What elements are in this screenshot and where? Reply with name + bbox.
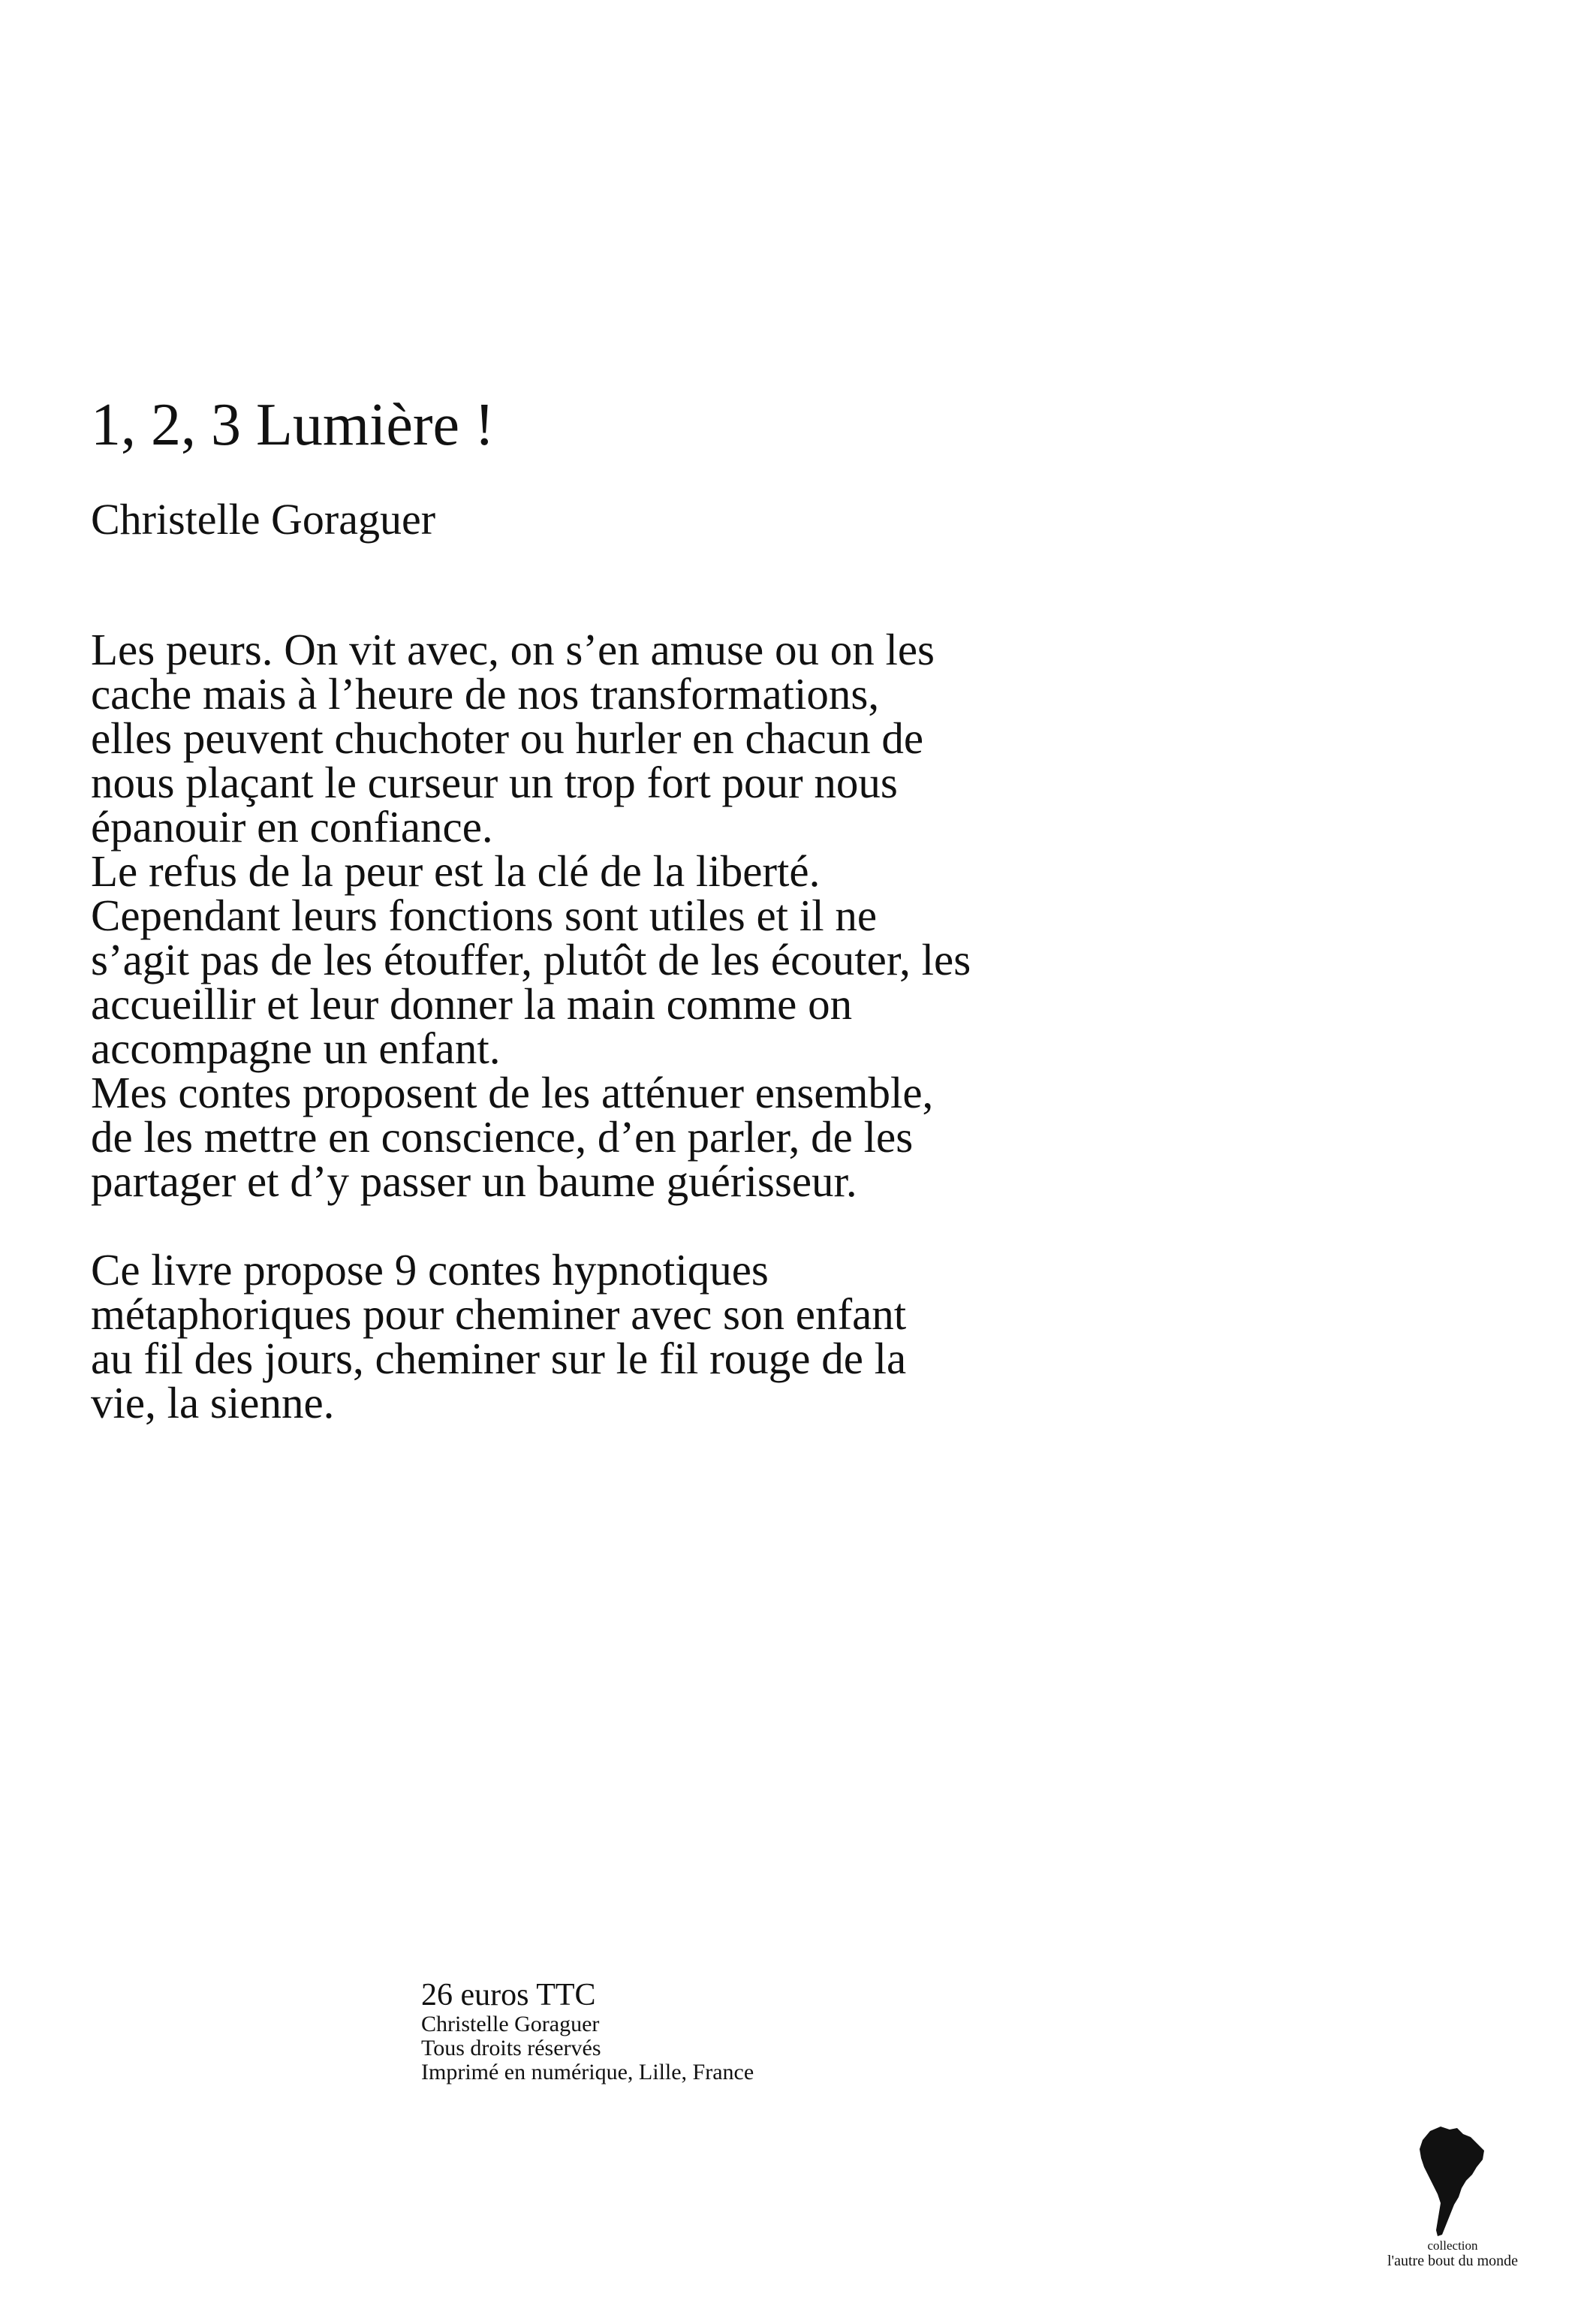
colophon (421, 1978, 754, 2084)
blurb-line: accueillir et leur donner la main comme on (91, 979, 853, 1029)
book-title: 1, 2, 3 Lumière ! (91, 392, 495, 458)
blurb-line: au fil des jours, cheminer sur le fil rouge de la (91, 1334, 907, 1383)
colophon-author: Christelle Goraguer (421, 2012, 600, 2036)
blurb-line: métaphoriques pour cheminer avec son enfant (91, 1289, 907, 1339)
blurb-line: s’agit pas de les étouffer, plutôt de les écouter, les (91, 935, 971, 984)
price: 26 euros TTC (421, 1978, 596, 2012)
blurb-line: vie, la sienne. (91, 1378, 335, 1427)
blurb-line: Le refus de la peur est la clé de la liberté. (91, 846, 821, 896)
blurb-line: Cependant leurs fonctions sont utiles et il ne (91, 891, 878, 940)
south-america-map-icon (1415, 2125, 1490, 2238)
blurb-line: accompagne un enfant. (91, 1023, 501, 1073)
blurb-paragraph (91, 625, 1292, 1206)
blurb-line: Les peurs. On vit avec, on s’en amuse ou on les (91, 625, 935, 674)
book-author: Christelle Goraguer (91, 495, 436, 544)
back-cover-blurb (91, 625, 1292, 1470)
blurb-line: de les mettre en conscience, d’en parler, de les (91, 1112, 914, 1162)
blurb-line: épanouir en confiance. (91, 802, 493, 852)
collection-label: collection (1427, 2238, 1478, 2253)
blurb-line: elles peuvent chuchoter ou hurler en chacun de (91, 713, 924, 763)
rights-notice: Tous droits réservés (421, 2036, 601, 2060)
blurb-line: partager et d’y passer un baume guérisseur. (91, 1156, 857, 1206)
blurb-line: cache mais à l’heure de nos transformations, (91, 669, 880, 719)
blurb-line: Mes contes proposent de les atténuer ensemble, (91, 1068, 934, 1117)
printing-notice: Imprimé en numérique, Lille, France (421, 2060, 754, 2084)
blurb-paragraph (91, 1245, 1292, 1427)
collection-name: l'autre bout du monde (1387, 2253, 1519, 2269)
blurb-line: Ce livre propose 9 contes hypnotiques (91, 1245, 769, 1295)
collection-logo (1366, 2125, 1539, 2283)
blurb-line: nous plaçant le curseur un trop fort pour nous (91, 758, 898, 807)
